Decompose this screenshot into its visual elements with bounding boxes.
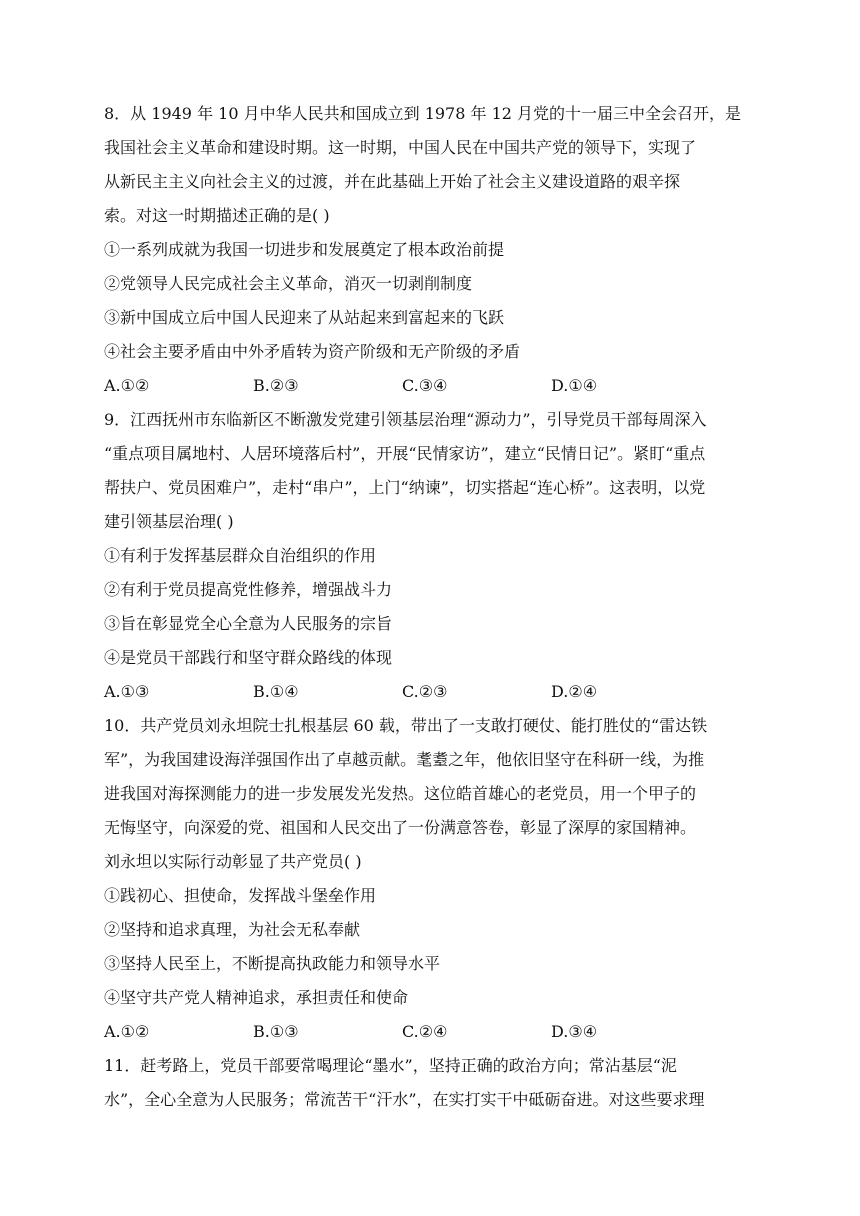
option-d: D.③④ [551, 1022, 598, 1041]
answer-options [104, 369, 754, 403]
question-8 [104, 97, 754, 403]
statement: ②有利于党员提高党性修养，增强战斗力 [104, 580, 393, 599]
answer-options [104, 1015, 754, 1049]
statement: ③坚持人民至上，不断提高执政能力和领导水平 [104, 954, 441, 973]
statement: ④是党员干部践行和坚守群众路线的体现 [104, 648, 393, 667]
option-a: A.①② [104, 1022, 150, 1041]
option-c: C.③④ [402, 376, 448, 395]
question-stem-line: 9．江西抚州市东临新区不断激发党建引领基层治理“源动力”，引导党员干部每周深入 [104, 410, 707, 429]
question-stem-line: “重点项目属地村、人居环境落后村”，开展“民情家访”，建立“民情日记”。紧盯“重点 [104, 444, 706, 463]
option-c: C.②③ [402, 682, 448, 701]
question-stem-line: 建引领基层治理( ) [104, 512, 234, 531]
question-stem-line: 索。对这一时期描述正确的是( ) [104, 206, 330, 225]
statement: ③新中国成立后中国人民迎来了从站起来到富起来的飞跃 [104, 308, 505, 327]
statement: ②坚持和追求真理，为社会无私奉献 [104, 920, 361, 939]
statement: ③旨在彰显党全心全意为人民服务的宗旨 [104, 614, 393, 633]
question-stem-line: 进我国对海探测能力的进一步发展发光发热。这位皓首雄心的老党员，用一个甲子的 [104, 784, 697, 803]
option-b: B.②③ [253, 376, 299, 395]
answer-options [104, 675, 754, 709]
statement: ①一系列成就为我国一切进步和发展奠定了根本政治前提 [104, 240, 505, 259]
question-stem-line: 水”，全心全意为人民服务；常流苦干“汗水”，在实打实干中砥砺奋进。对这些要求理 [104, 1090, 705, 1109]
question-stem-line: 军”，为我国建设海洋强国作出了卓越贡献。耄耋之年，他依旧坚守在科研一线，为推 [104, 750, 705, 769]
question-9 [104, 403, 754, 709]
option-d: D.①④ [551, 376, 598, 395]
question-10 [104, 709, 754, 1049]
statement: ②党领导人民完成社会主义革命，消灭一切剥削制度 [104, 274, 473, 293]
option-c: C.②④ [402, 1022, 448, 1041]
question-stem-line: 刘永坦以实际行动彰显了共产党员( ) [104, 852, 362, 871]
question-stem-line: 我国社会主义革命和建设时期。这一时期，中国人民在中国共产党的领导下，实现了 [104, 138, 697, 157]
question-stem-line: 无悔坚守，向深爱的党、祖国和人民交出了一份满意答卷，彰显了深厚的家国精神。 [104, 818, 697, 837]
option-d: D.②④ [551, 682, 598, 701]
option-b: B.①③ [253, 1022, 299, 1041]
question-stem-line: 11．赶考路上，党员干部要常喝理论“墨水”，坚持正确的政治方向；常沾基层“泥 [104, 1056, 677, 1075]
statement: ④坚守共产党人精神追求，承担责任和使命 [104, 988, 409, 1007]
question-11 [104, 1049, 754, 1117]
question-stem-line: 帮扶户、党员困难户”，走村“串户”，上门“纳谏”，切实搭起“连心桥”。这表明，以党 [104, 478, 706, 497]
option-a: A.①② [104, 376, 150, 395]
question-sheet [104, 97, 754, 1117]
statement: ①有利于发挥基层群众自治组织的作用 [104, 546, 377, 565]
question-stem-line: 10．共产党员刘永坦院士扎根基层 60 载，带出了一支敢打硬仗、能打胜仗的“雷达铁 [104, 716, 708, 735]
question-stem-line: 从新民主主义向社会主义的过渡，并在此基础上开始了社会主义建设道路的艰辛探 [104, 172, 681, 191]
statement: ①践初心、担使命，发挥战斗堡垒作用 [104, 886, 377, 905]
question-stem-line: 8．从 1949 年 10 月中华人民共和国成立到 1978 年 12 月党的十一届三中全会召开，是 [104, 104, 742, 123]
option-b: B.①④ [253, 682, 299, 701]
statement: ④社会主要矛盾由中外矛盾转为资产阶级和无产阶级的矛盾 [104, 342, 521, 361]
option-a: A.①③ [104, 682, 150, 701]
